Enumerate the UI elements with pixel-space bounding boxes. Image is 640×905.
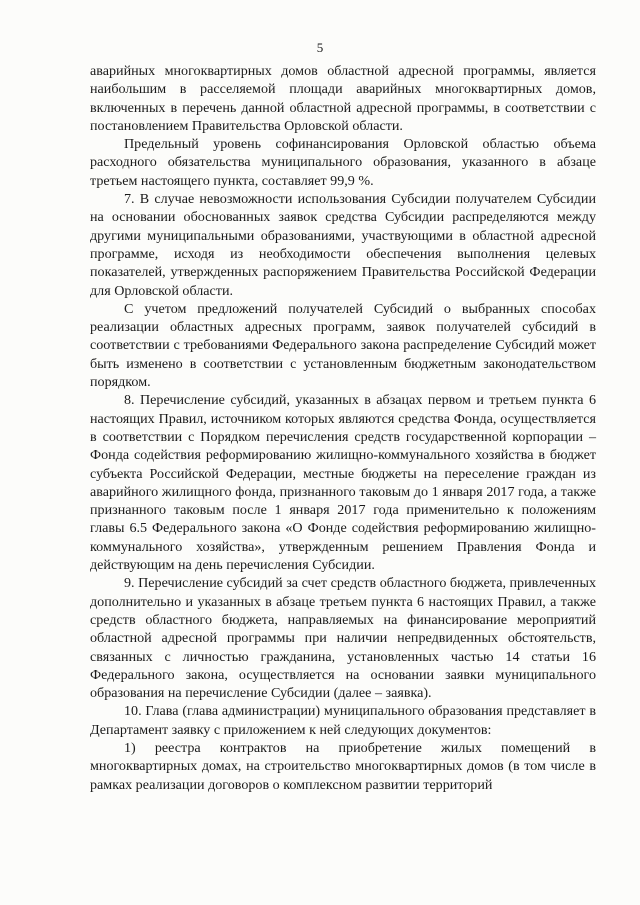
paragraph-4: С учетом предложений получателей Субсидий о выбранных способах реализации областных адресных программ, заявок получателей субсидий в соответствии с требованиями Федерального закона распределение Субсидий может быть изменено в соответствии с установленным бюджетным законодательством порядком. — [90, 300, 596, 391]
paragraph-3: 7. В случае невозможности использования Субсидии получателем Субсидии на основании обоснованных заявок средства Субсидии распределяются между другими муниципальными образованиями, участвующими в областной адресной программе, исходя из необходимости обеспечения выполнения целевых показателей, утвержденных распоряжением Правительства Российской Федерации для Орловской области. — [90, 191, 596, 299]
paragraph-8: 1) реестра контрактов на приобретение жилых помещений в многоквартирных домах, на строительство многоквартирных домов (в том числе в рамках реализации договоров о комплексном развитии территорий — [90, 739, 596, 793]
paragraph-5: 8. Перечисление субсидий, указанных в абзацах первом и третьем пункта 6 настоящих Правил, источником которых являются средства Фонда, осуществляется в соответствии с Порядком перечисления средств государственной корпорации – Фонда содействия реформированию жилищно-коммунального хозяйства в бюджет субъекта Российской Федерации, местные бюджеты на переселение граждан из аварийного жилищного фонда, признанного таковым до 1 января 2017 года, а также признанного таковым после 1 января 2017 года применительно к положениям главы 6.5 Федерального закона «О Фонде содействия реформированию жилищно-коммунального хозяйства», утвержденным решением Правления Фонда и действующим на день перечисления Субсидии. — [90, 392, 596, 574]
paragraph-6: 9. Перечисление субсидий за счет средств областного бюджета, привлеченных дополнительно и указанных в абзаце третьем пункта 6 настоящих Правил, а также средств областного бюджета, направляемых на финансирование мероприятий областной адресной программы при наличии непредвиденных обстоятельств, связанных с личностью гражданина, установленных частью 14 статьи 16 Федерального закона, осуществляется на основании заявки муниципального образования на перечисление Субсидии (далее – заявка). — [90, 575, 596, 702]
paragraph-7: 10. Глава (глава администрации) муниципального образования представляет в Департамент заявку с приложением к ней следующих документов: — [90, 703, 596, 738]
page-number: 5 — [316, 40, 324, 55]
paragraph-2: Предельный уровень софинансирования Орловской областью объема расходного обязательства муниципального образования, указанного в абзаце третьем настоящего пункта, составляет 99,9 %. — [90, 136, 596, 189]
document-body — [90, 62, 596, 794]
paragraph-1: аварийных многоквартирных домов областной адресной программы, является наибольшим в расселяемой площади аварийных многоквартирных домов, включенных в перечень данной областной адресной программы, в соответствии с постановлением Правительства Орловской области. — [90, 63, 596, 134]
